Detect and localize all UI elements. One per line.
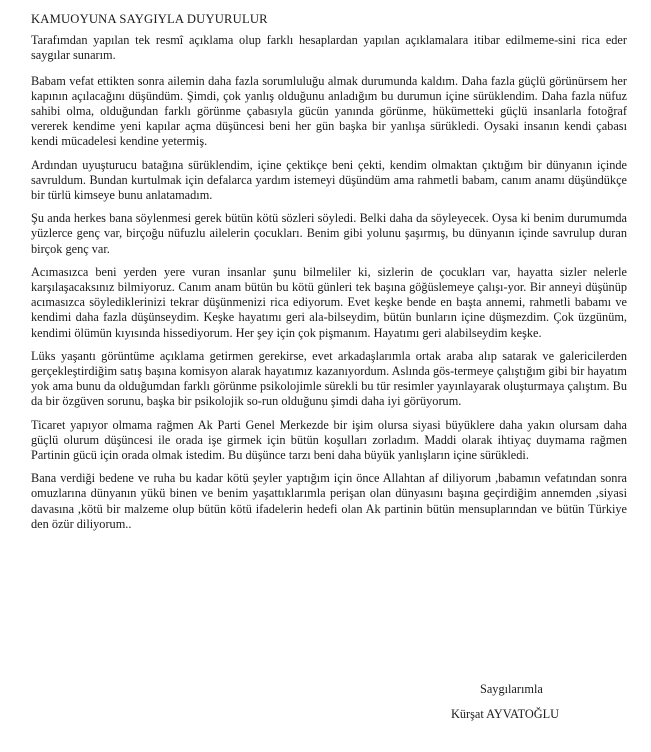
paragraph-youth: Şu anda herkes bana söylenmesi gerek bütün kötü sözleri söyledi. Belki daha da söyleyecek. Oysa ki benim durumumda yüzlerce genç var, birçoğu nüfuzlu ailelerin çocukları. Benim gibi yolunu şaşırmış, bu dünyanın içinde savrulup duran birçok genç var. (31, 211, 627, 256)
paragraph-regret: Acımasızca beni yerden yere vuran insanlar şunu bilmeliler ki, sizlerin de çocukları var, hayatta sizler nelerle karşılaşacaksınız bilmiyoruz. Canım anam bütün bu kötü günleri tek başına göğüslemeye çalışı-yor. Bir anneyi düşünüp acımasızca söylediklerinizi tekrar düşünmenizi rica ediyorum. Evet keşke bende en başta annemi, rahmetli babamı ve kendimi daha fazla düşünseydim. Keşke hayatımı geri ala-bilseydim, bütün bunların içine düşmezdim. Çok üzgünüm, kendimi ölümün kıyısında hissediyorum. Her şey için çok pişmanım. Hayatımı geri alabilseydim keşke. (31, 264, 627, 340)
paragraph-official-statement: Tarafımdan yapılan tek resmî açıklama olup farklı hesaplardan yapılan açıklamalara itibar edilmeme-sini rica eder saygılar sunarım. (31, 33, 627, 63)
paragraph-apology: Bana verdiği bedene ve ruha bu kadar kötü şeyler yaptığım için önce Allahtan af diliyorum ,babamın vefatından sonra omuzlarına dünyanın yükü binen ve benim yaşattıklarımla perişan olan dünyasını başına geçirdiğim annemden ,siyasi davasına ,kötü bir malzeme olup bütün kötü ifadelerin hedefi olan Ak partinin bütün mensuplarından ve bütün Türkiye den özür diliyorum.. (31, 471, 627, 531)
paragraph-addiction: Ardından uyuşturucu batağına sürüklendim, içine çektikçe beni çekti, kendim olmaktan çıktığım bir dünyanın içinde savruldum. Bundan kurtulmak için defalarca yardım istemeyi düşündüm ama rahmetli babam, canım anamı düşündükçe bir türlü kimseye bunu anlatamadım. (31, 157, 627, 203)
document-title: KAMUOYUNA SAYGIYLA DUYURULUR (31, 12, 268, 26)
paragraph-lifestyle: Lüks yaşantı görüntüme açıklama getirmen gerekirse, evet arkadaşlarımla ortak araba alıp satarak ve galericilerden gerçekleştirdiğim satış başına komisyon alarak hayatımız kazanıyordum. Aslında gös-termeye çalıştığım gibi bir hayatım yok ama bunu da olduğumdan farklı görünme psikolojimle sürekli bu tür resimler yayınlayarak oluşturmaya çalıştım. Bu da bir özgüven sorunu, başka bir psikolojik so-run olduğunu şimdi daha iyi görüyorum. (31, 348, 627, 409)
statement-document (31, 12, 627, 540)
paragraph-father-death: Babam vefat ettikten sonra ailemin daha fazla sorumluluğu almak durumunda kaldım. Daha fazla güçlü görünürsem her kapının açılacağını düşündüm. Şimdi, çok yanlış olduğunu anladığım bu durumun içine sürüklendim. Daha fazla nüfuz sahibi olma, olduğundan farklı görünme çabasıyla gücün yanında görünme, hükümetteki güçlü insanlarla fotoğraf vererek kendime yeni kapılar açma düşüncesi beni her gün başka bir yanlışa sürükledi. Oysaki insanın kendi çabası kendi mücadelesi kendine yetermiş. (31, 73, 627, 149)
signatory-name: Kürşat AYVATOĞLU (451, 707, 560, 721)
paragraph-party-work: Ticaret yapıyor olmama rağmen Ak Parti Genel Merkezde bir işim olursa siyasi büyüklere daha yakın olursam daha güçlü olurum düşüncesi ile orada işe girmek için bütün koşulları zorladım. Maddi olarak ihtiyaç duymama rağmen Partinin gücü için orada olmak istedim. Bu düşünce tarzı beni daha büyük yanlışların içine sürükledi. (31, 417, 627, 463)
closing-greeting: Saygılarımla (480, 682, 543, 696)
